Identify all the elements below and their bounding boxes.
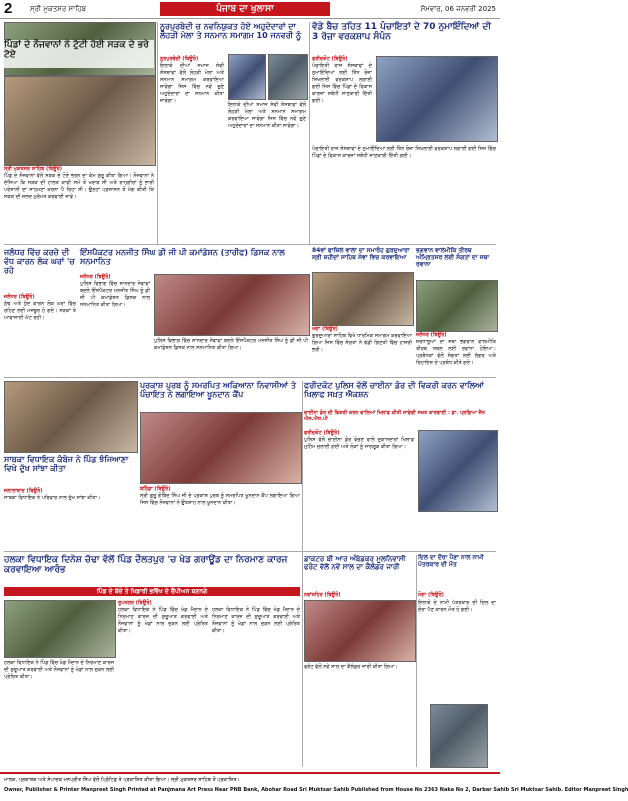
story-2-headline: ਨੂਰਪੁਰਬੇਦੀ ਚ ਨਵਨਿਯੁਕਤ ਹੋਏ ਅਹੁਦੇਦਾਰਾਂ ਦਾ ਲੋਹੜੀ ਮੇਲਾ ਤੇ ਸਨਮਾਨ ਸਮਾਗਮ 10 ਜਨਵਰੀ ਨੂੰ [160,22,302,41]
story-9-photo [418,430,498,512]
imprint-line-english: Owner, Publisher & Printer Manpreet Singh Printed at Panjmana Art Press Near PNB Bank, Abohar Road Sri Muktsar Sahib Published from House No 2363 Naka No 2, Darbar Sahib Sri Muktsar Sahib. Editor Manpreet Singh [4,787,628,793]
story-12-headline: ਡਾਕਟਰ ਬੀ ਆਰ ਅੰਬੇਡਕਰ ਮੂਲਨਿਵਾਸੀ ਫਰੰਟ ਵੱਲੋਂ ਨਵੇਂ ਸਾਲ ਦਾ ਕੈਲੰਡਰ ਜਾਰੀ [304,555,406,572]
story-4-headline: ਜਲੰਧਰ ਵਿੱਚ ਕਰਜ਼ੇ ਦੀ ਵੱਧ ਕਾਰਨ ਲੋਕ ਘਰਾਂ 'ਚ ਰਹੇ [4,248,75,276]
story-11-photo [4,600,116,658]
story-5-body: ਪੁਲਿਸ ਵਿਭਾਗ ਵਿੱਚ ਸ਼ਾਨਦਾਰ ਸੇਵਾਵਾਂ ਬਦਲੇ ਇੰਸਪੈਕਟਰ ਮਨਜੀਤ ਸਿੰਘ ਨੂੰ ਡੀ ਜੀ ਪੀ ਕਮਾਂਡੇਸ਼ਨ ਡਿਸਕ ਨਾਲ ਸਨਮਾਨਿਤ ਕੀਤਾ ਗਿਆ। [80,281,150,308]
story-2-portrait-2 [268,54,308,100]
story-11-body-left: ਹਲਕਾ ਵਿਧਾਇਕ ਨੇ ਪਿੰਡ ਵਿੱਚ ਖੇਡ ਮੈਦਾਨ ਦੇ ਨਿਰਮਾਣ ਕਾਰਜ ਦੀ ਸ਼ੁਰੂਆਤ ਕਰਵਾਈ ਅਤੇ ਨੌਜਵਾਨਾਂ ਨੂੰ ਖੇਡਾਂ ਨਾਲ ਜੁੜਨ ਲਈ ਪ੍ਰੇਰਿਤ ਕੀਤਾ। [4,660,114,680]
story-13-portrait [430,704,488,768]
story-3-body-cont: ਪੰਚਾਇਤੀ ਰਾਜ ਸੰਸਥਾਵਾਂ ਦੇ ਨੁਮਾਇੰਦਿਆਂ ਲਈ ਤਿੰਨ ਰੋਜ਼ਾ ਸਿਖਲਾਈ ਵਰਕਸ਼ਾਪ ਲਗਾਈ ਗਈ ਜਿਸ ਵਿੱਚ ਪਿੰਡਾਂ ਦੇ ਵਿਕਾਸ ਕਾਰਜਾਂ ਸਬੰਧੀ ਜਾਣਕਾਰੀ ਦਿੱਤੀ ਗਈ। [312,146,496,159]
story-12-body: ਫਰੰਟ ਵੱਲੋਂ ਨਵੇਂ ਸਾਲ ਦਾ ਕੈਲੰਡਰ ਜਾਰੀ ਕੀਤਾ ਗਿਆ। [304,664,398,670]
story-3-body: ਪੰਚਾਇਤੀ ਰਾਜ ਸੰਸਥਾਵਾਂ ਦੇ ਨੁਮਾਇੰਦਿਆਂ ਲਈ ਤਿੰਨ ਰੋਜ਼ਾ ਸਿਖਲਾਈ ਵਰਕਸ਼ਾਪ ਲਗਾਈ ਗਈ ਜਿਸ ਵਿੱਚ ਪਿੰਡਾਂ ਦੇ ਵਿਕਾਸ ਕਾਰਜਾਂ ਸਬੰਧੀ ਜਾਣਕਾਰੀ ਦਿੱਤੀ ਗਈ। [312,63,372,104]
story-5-photo [154,274,310,336]
story-11-callout: ਪਿੰਡ ਦੇ ਬੱਚੇ ਤੇ ਖਿਡਾਰੀ ਭਵਿੱਖ ਦੇ ਚੈਂਪੀਅਨ ਬਣਨਗੇ [4,587,300,596]
story-7-body: ਸ਼ਰਧਾਲੂਆਂ ਦਾ ਜਥਾ ਭਗਵਾਨ ਵਾਲਮੀਕਿ ਤੀਰਥ ਸਥਲ ਲਈ ਰਵਾਨਾ ਹੋਇਆ। ਪ੍ਰਬੰਧਕਾਂ ਵੱਲੋਂ ਸੰਗਤਾਂ ਲਈ ਲੰਗਰ ਅਤੇ ਰਿਹਾਇਸ਼ ਦੇ ਪ੍ਰਬੰਧ ਕੀਤੇ ਗਏ। [416,339,496,366]
column-rule [302,381,303,767]
story-11-body: ਹਲਕਾ ਵਿਧਾਇਕ ਨੇ ਪਿੰਡ ਵਿੱਚ ਖੇਡ ਮੈਦਾਨ ਦੇ ਨਿਰਮਾਣ ਕਾਰਜ ਦੀ ਸ਼ੁਰੂਆਤ ਕਰਵਾਈ ਅਤੇ ਨੌਜਵਾਨਾਂ ਨੂੰ ਖੇਡਾਂ ਨਾਲ ਜੁੜਨ ਲਈ ਪ੍ਰੇਰਿਤ ਕੀਤਾ। [118,607,208,634]
story-9-body: ਪੁਲਿਸ ਵੱਲੋਂ ਚਾਈਨਾ ਡੋਰ ਵੇਚਣ ਵਾਲੇ ਦੁਕਾਨਦਾਰਾਂ ਖਿਲਾਫ ਮੁਹਿੰਮ ਚਲਾਈ ਗਈ ਅਤੇ ਲੋਕਾਂ ਨੂੰ ਜਾਗਰੂਕ ਕੀਤਾ ਗਿਆ। [304,437,414,450]
column-rule [309,22,310,244]
story-9-dateline: ਫਰੀਦਕੋਟ (ਬਿਊਰੋ) [304,430,340,436]
story-1-photo-road [4,76,156,166]
story-1-headline: ਪਿੰਡਾਂ ਦੇ ਨੌਜਵਾਨਾਂ ਨੇ ਟੁੱਟੀ ਹੋਈ ਸੜਕ ਦੇ ਭਰੇ ਟੋਏ [4,40,154,68]
masthead: ਪੰਜਾਬ ਦਾ ਖੁਲਾਸਾ [160,2,330,16]
column-rule [157,22,158,244]
story-2-body: ਇਲਾਕੇ ਦੀਆਂ ਸਮਾਜ ਸੇਵੀ ਸੰਸਥਾਵਾਂ ਵੱਲੋਂ ਲੋਹੜੀ ਮੇਲਾ ਅਤੇ ਸਨਮਾਨ ਸਮਾਗਮ ਕਰਵਾਇਆ ਜਾਵੇਗਾ ਜਿਸ ਵਿੱਚ ਨਵੇਂ ਚੁਣੇ ਅਹੁਦੇਦਾਰਾਂ ਦਾ ਸਨਮਾਨ ਕੀਤਾ ਜਾਵੇਗਾ। [160,63,224,104]
story-5-body-cont: ਪੁਲਿਸ ਵਿਭਾਗ ਵਿੱਚ ਸ਼ਾਨਦਾਰ ਸੇਵਾਵਾਂ ਬਦਲੇ ਇੰਸਪੈਕਟਰ ਮਨਜੀਤ ਸਿੰਘ ਨੂੰ ਡੀ ਜੀ ਪੀ ਕਮਾਂਡੇਸ਼ਨ ਡਿਸਕ ਨਾਲ ਸਨਮਾਨਿਤ ਕੀਤਾ ਗਿਆ। [154,338,308,351]
paper-name: ਸ੍ਰੀ ਮੁਕਤਸਰ ਸਾਹਿਬ [30,5,87,13]
page-number: 2 [4,0,13,17]
imprint-footer [0,772,628,801]
column-rule [416,555,417,767]
page-header [0,0,500,19]
story-9-callout: ਚਾਈਨਾ ਡੋਰ ਦੀ ਵਿਕਰੀ ਕਰਨ ਵਾਲਿਆਂ ਖਿਲਾਫ ਕੀਤੀ ਜਾਵੇਗੀ ਸਖ਼ਤ ਕਾਰਵਾਈ : ਡਾ. ਪ੍ਰਗਿਆ ਜੈਨ ਐਸ.ਐਸ.ਪੀ [304,410,485,422]
story-8-headline: ਪ੍ਰਕਾਸ਼ ਪੁਰਬ ਨੂੰ ਸਮਰਪਿਤ ਅਕਿਆਨਾ ਨਿਵਾਸੀਆਂ ਤੇ ਪੰਚਾਇਤ ਨੇ ਲਗਾਇਆ ਖੂਨਦਾਨ ਕੈਂਪ [140,381,296,400]
story-6-photo [312,272,414,326]
divider [4,551,496,552]
story-6-body: ਗੁਰਦੁਆਰਾ ਸਾਹਿਬ ਵਿਖੇ ਧਾਰਮਿਕ ਸਮਾਗਮ ਕਰਵਾਇਆ ਗਿਆ ਜਿਸ ਵਿੱਚ ਸੰਗਤਾਂ ਨੇ ਵੱਡੀ ਗਿਣਤੀ ਵਿੱਚ ਹਾਜ਼ਰੀ ਭਰੀ। [312,333,412,353]
story-10-dateline: ਜਲਾਲਾਬਾਦ (ਬਿਊਰੋ) [4,488,43,494]
story-5-headline: ਇੰਸਪੈਕਟਰ ਮਨਜੀਤ ਸਿੰਘ ਡੀ ਜੀ ਪੀ ਕਮਾਂਡੇਸ਼ਨ (ਤਾਰੀਫ) ਡਿਸਕ ਨਾਲ ਸਨਮਾਨਿਤ [80,248,285,267]
story-13-headline: ਦਿਲ ਦਾ ਦੌਰਾ ਪੈਣਾ ਨਾਲ ਨਾਮੀ ਪੱਤਰਕਾਰ ਦੀ ਮੌਤ [418,554,484,568]
story-4-body: ਠੰਢ ਅਤੇ ਧੁੰਦ ਕਾਰਨ ਲੋਕ ਘਰਾਂ ਵਿੱਚ ਰਹਿਣ ਲਈ ਮਜਬੂਰ ਹੋ ਗਏ। ਸੜਕਾਂ ਤੇ ਆਵਾਜਾਈ ਘੱਟ ਰਹੀ। [4,301,76,321]
story-10-photo [4,381,138,453]
story-13-dateline: ਮੋਗਾ (ਬਿਊਰੋ) [418,592,444,598]
story-8-photo [140,412,302,484]
imprint-line-punjabi: ਮਾਲਕ, ਪ੍ਰਕਾਸ਼ਕ ਅਤੇ ਸੰਪਾਦਕ ਮਨਪ੍ਰੀਤ ਸਿੰਘ ਵੱਲੋਂ ਪ੍ਰਿੰਟਿਡ ਤੇ ਪ੍ਰਕਾਸ਼ਿਤ ਕੀਤਾ ਗਿਆ। ਸ੍ਰੀ ਮੁਕਤਸਰ ਸਾਹਿਬ ਤੋਂ ਪ੍ਰਕਾਸ਼ਿਤ। [4,777,240,783]
story-5-dateline: ਜਲੰਧਰ (ਬਿਊਰੋ) [80,274,111,280]
story-9-headline: ਫਰੀਦਕੋਟ ਪੁਲਿਸ ਵੱਲੋਂ ਚਾਈਨਾ ਡੋਰ ਦੀ ਵਿਕਰੀ ਕਰਨ ਵਾਲਿਆਂ ਖਿਲਾਫ ਸਖ਼ਤ ਐਕਸ਼ਨ [304,381,484,400]
story-3-photo [376,56,498,142]
story-10-headline: ਸਾਬਕਾ ਵਿਧਾਇਕ ਕੰਬੋਜ ਨੇ ਪਿੰਡ ਝੰਜਿਆਣਾ ਵਿਖੇ ਦੁੱਖ ਸਾਂਝਾ ਕੀਤਾ [4,455,129,474]
story-1-body: ਪਿੰਡ ਦੇ ਨੌਜਵਾਨਾਂ ਵੱਲੋਂ ਸੜਕ ਦੇ ਟੋਏ ਭਰਨ ਦਾ ਕੰਮ ਸ਼ੁਰੂ ਕੀਤਾ ਗਿਆ। ਨੌਜਵਾਨਾਂ ਨੇ ਦੱਸਿਆ ਕਿ ਸੜਕ ਦੀ ਹਾਲਤ ਕਾਫੀ ਸਮੇਂ ਤੋਂ ਖਰਾਬ ਸੀ ਅਤੇ ਰਾਹਗੀਰਾਂ ਨੂੰ ਭਾਰੀ ਪਰੇਸ਼ਾਨੀ ਦਾ ਸਾਹਮਣਾ ਕਰਨਾ ਪੈ ਰਿਹਾ ਸੀ। ਉਨ੍ਹਾਂ ਪ੍ਰਸ਼ਾਸਨ ਤੋਂ ਮੰਗ ਕੀਤੀ ਕਿ ਸੜਕ ਦੀ ਜਲਦ ਮੁਰੰਮਤ ਕਰਵਾਈ ਜਾਵੇ। [4,173,154,200]
story-11-dateline: ਰੂਪਨਗਰ (ਬਿਊਰੋ) [118,600,152,606]
story-7-dateline: ਜਲੰਧਰ (ਬਿਊਰੋ) [416,332,447,338]
story-4-dateline: ਜਲੰਧਰ (ਬਿਊਰੋ) [4,294,35,300]
story-2-portrait-1 [228,54,266,100]
story-11-body-cont: ਹਲਕਾ ਵਿਧਾਇਕ ਨੇ ਪਿੰਡ ਵਿੱਚ ਖੇਡ ਮੈਦਾਨ ਦੇ ਨਿਰਮਾਣ ਕਾਰਜ ਦੀ ਸ਼ੁਰੂਆਤ ਕਰਵਾਈ ਅਤੇ ਨੌਜਵਾਨਾਂ ਨੂੰ ਖੇਡਾਂ ਨਾਲ ਜੁੜਨ ਲਈ ਪ੍ਰੇਰਿਤ ਕੀਤਾ। [212,607,300,634]
divider [4,377,496,378]
page-date: ਸੋਮਵਾਰ, 06 ਜਨਵਰੀ 2025 [420,5,496,13]
divider [4,244,496,245]
story-10-body: ਸਾਬਕਾ ਵਿਧਾਇਕ ਨੇ ਪਰਿਵਾਰ ਨਾਲ ਦੁੱਖ ਸਾਂਝਾ ਕੀਤਾ। [4,495,101,501]
story-8-body: ਸ੍ਰੀ ਗੁਰੂ ਗੋਬਿੰਦ ਸਿੰਘ ਜੀ ਦੇ ਪ੍ਰਕਾਸ਼ ਪੁਰਬ ਨੂੰ ਸਮਰਪਿਤ ਖੂਨਦਾਨ ਕੈਂਪ ਲਗਾਇਆ ਗਿਆ ਜਿਸ ਵਿੱਚ ਨੌਜਵਾਨਾਂ ਨੇ ਉਤਸ਼ਾਹ ਨਾਲ ਖੂਨਦਾਨ ਕੀਤਾ। [140,493,300,506]
story-2-body-cont: ਇਲਾਕੇ ਦੀਆਂ ਸਮਾਜ ਸੇਵੀ ਸੰਸਥਾਵਾਂ ਵੱਲੋਂ ਲੋਹੜੀ ਮੇਲਾ ਅਤੇ ਸਨਮਾਨ ਸਮਾਗਮ ਕਰਵਾਇਆ ਜਾਵੇਗਾ ਜਿਸ ਵਿੱਚ ਨਵੇਂ ਚੁਣੇ ਅਹੁਦੇਦਾਰਾਂ ਦਾ ਸਨਮਾਨ ਕੀਤਾ ਜਾਵੇਗਾ। [228,102,306,129]
story-2-dateline: ਨੂਰਪੁਰਬੇਦੀ (ਬਿਊਰੋ) [160,56,199,62]
story-6-dateline: ਮੋਗਾ (ਬਿਊਰੋ) [312,326,338,332]
story-13-body: ਇਲਾਕੇ ਦੇ ਨਾਮੀ ਪੱਤਰਕਾਰ ਦੀ ਦਿਲ ਦਾ ਦੌਰਾ ਪੈਣ ਕਾਰਨ ਮੌਤ ਹੋ ਗਈ। [418,600,496,613]
story-7-headline: ਭਗਵਾਨ ਵਾਲਮੀਕਿ ਤੀਰਥ ਅੰਮ੍ਰਿਤਸਰ ਲਈ ਸੰਗਤਾਂ ਦਾ ਜਥਾ ਰਵਾਨਾ [416,247,490,268]
story-12-dateline: ਨਵਾਂਸ਼ਹਿਰ (ਬਿਊਰੋ) [304,592,341,598]
story-12-photo [304,600,416,662]
story-8-dateline: ਬਠਿੰਡਾ (ਬਿਊਰੋ) [140,486,171,492]
story-3-dateline: ਫਰੀਦਕੋਟ (ਬਿਊਰੋ) [312,56,348,62]
story-7-photo [416,280,498,332]
story-6-headline: 84ਵਾਂ ਫਾਜ਼ਿਲ ਵਾਲਾ ਦਾ ਸਮਾਰੋਹ ਗੁਰਦੁਆਰਾ ਸ੍ਰੀ ਸ਼ਹੀਦਾਂ ਸਾਹਿਬ ਸੇਵਾ ਵਿਚ ਕਰਵਾਇਆ [312,247,410,261]
story-1-dateline: ਸ੍ਰੀ ਮੁਕਤਸਰ ਸਾਹਿਬ (ਬਿਊਰੋ) [4,166,63,172]
story-3-headline: ਵੱਡੇ ਬੈਚ ਤਹਿਤ 11 ਪੰਚਾਇਤਾਂ ਦੇ 70 ਨੁਮਾਇੰਦਿਆਂ ਦੀ 3 ਰੋਜ਼ਾ ਵਰਕਸ਼ਾਪ ਸੰਪੰਨ [312,22,492,43]
story-11-headline: ਹਲਕਾ ਵਿਧਾਇਕ ਦਿਨੇਸ਼ ਚੱਢਾ ਵੱਲੋਂ ਪਿੰਡ ਦੌਲਤਪੁਰ 'ਚ ਖੇਡ ਗਰਾਊਂਡ ਦਾ ਨਿਰਮਾਣ ਕਾਰਜ ਕਰਵਾਇਆ ਆਰੰਭ [4,555,288,576]
